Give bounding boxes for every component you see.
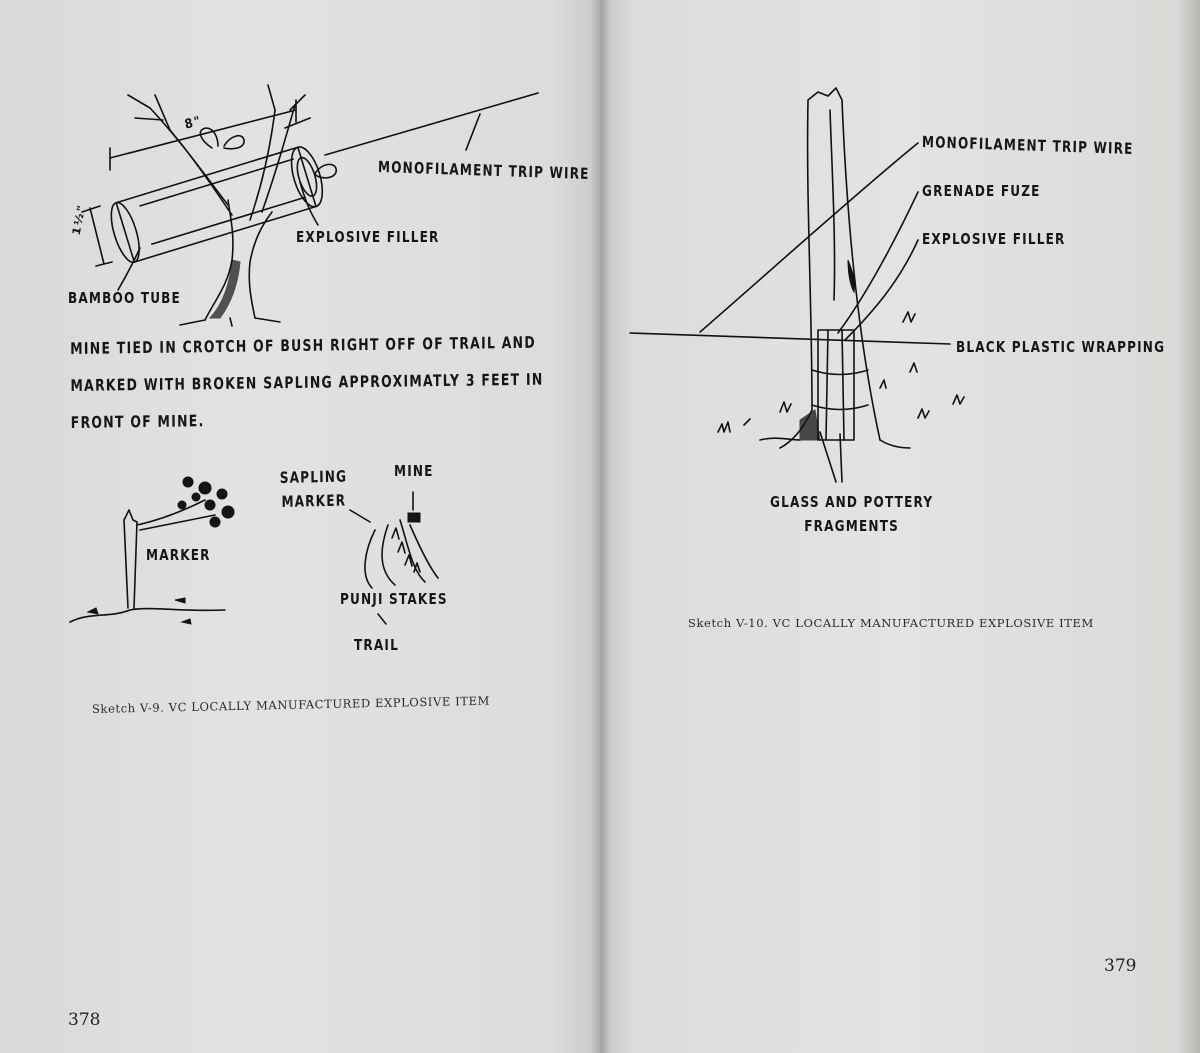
description-line: MINE TIED IN CROTCH OF BUSH RIGHT OFF OF TRAIL AND xyxy=(70,332,537,358)
marker-label: MARKER xyxy=(146,546,211,564)
figure-caption-v10: Sketch V-10. VC LOCALLY MANUFACTURED EXPLOSIVE ITEM xyxy=(688,616,1094,630)
mine-description xyxy=(70,324,544,441)
page-number-left: 378 xyxy=(68,1010,101,1030)
mine-label: MINE xyxy=(394,462,434,480)
explosive-filler-label: EXPLOSIVE FILLER xyxy=(296,228,440,246)
page-number-right: 379 xyxy=(1104,956,1137,976)
description-line: FRONT OF MINE. xyxy=(70,411,205,432)
length-dimension-label: 8" xyxy=(183,113,204,133)
punji-stakes-label: PUNJI STAKES xyxy=(340,590,448,608)
trip-wire-label: MONOFILAMENT TRIP WIRE xyxy=(377,158,590,184)
trip-wire-label-right: MONOFILAMENT TRIP WIRE xyxy=(921,133,1134,159)
plastic-wrapping-label: BLACK PLASTIC WRAPPING xyxy=(956,338,1166,356)
trail-label: TRAIL xyxy=(354,636,399,654)
description-line: MARKED WITH BROKEN SAPLING APPROXIMATLY 3 FEET IN xyxy=(70,369,544,395)
glass-pottery-label: GLASS AND POTTERY FRAGMENTS xyxy=(770,493,934,535)
diameter-dimension-label: 1½" xyxy=(69,202,89,237)
figure-caption-v9: Sketch V-9. VC LOCALLY MANUFACTURED EXPLOSIVE ITEM xyxy=(91,693,491,716)
explosive-filler-label-right: EXPLOSIVE FILLER xyxy=(922,230,1066,248)
grenade-fuze-label: GRENADE FUZE xyxy=(922,182,1041,200)
sapling-marker-label: SAPLING MARKER xyxy=(279,467,348,511)
stump-mine-drawing xyxy=(630,88,964,482)
bamboo-tube-label: BAMBOO TUBE xyxy=(68,289,181,307)
